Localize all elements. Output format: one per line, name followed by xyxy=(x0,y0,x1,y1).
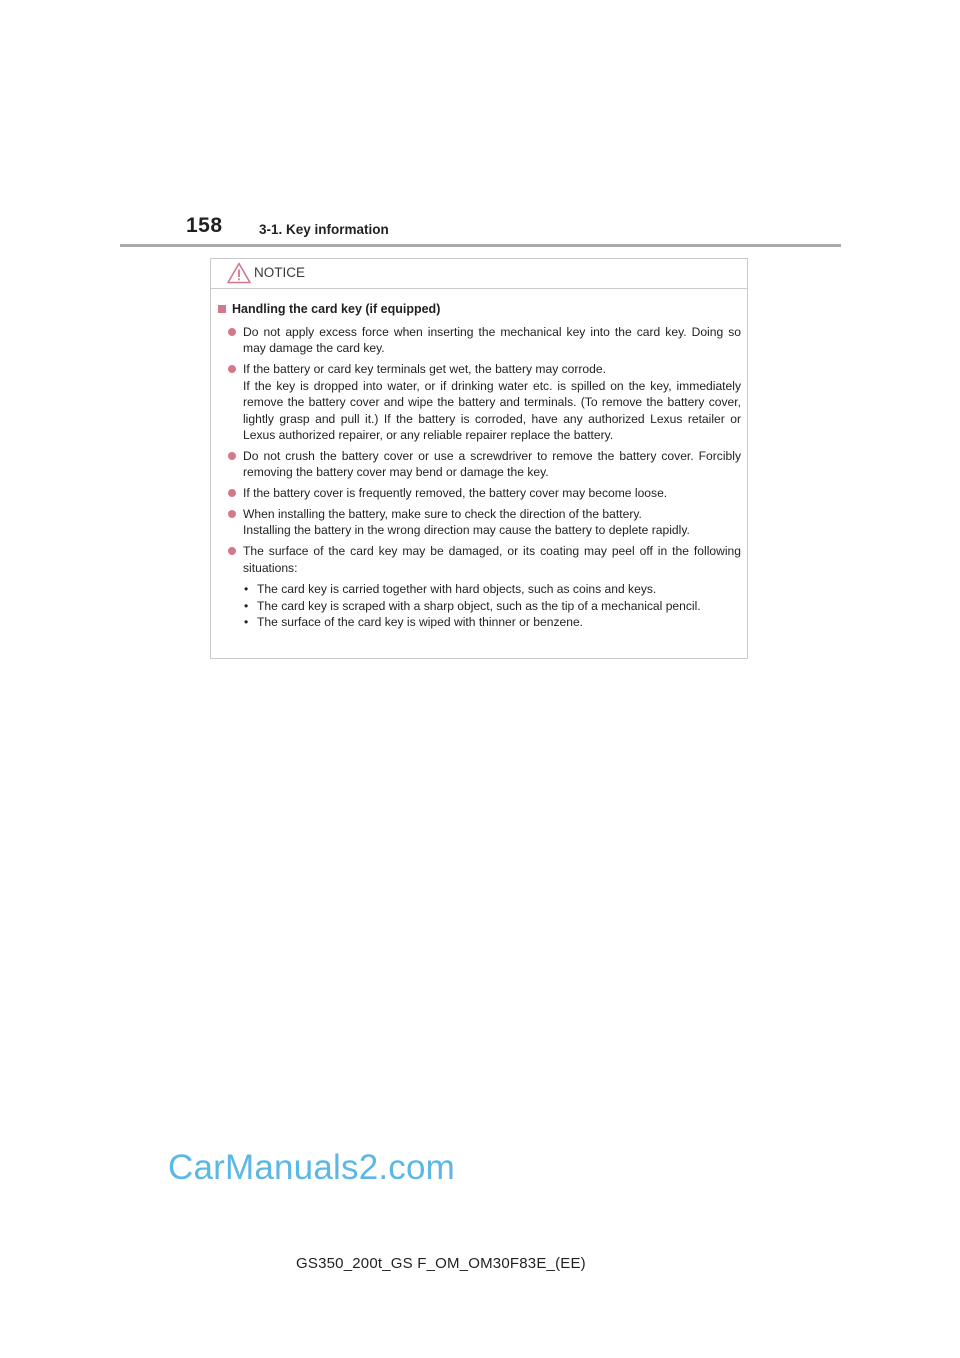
sub-list-item: • The card key is carried together with hard objects, such as coins and keys. xyxy=(243,581,741,597)
notice-item-text: The surface of the card key may be damaged, or its coating may peel off in the following situations: xyxy=(243,544,741,575)
notice-item xyxy=(217,448,741,481)
notice-item xyxy=(217,361,741,443)
watermark-logo: CarManuals2.com xyxy=(168,1148,455,1187)
footer-doc-code: GS350_200t_GS F_OM_OM30F83E_(EE) xyxy=(296,1255,586,1272)
notice-box xyxy=(210,258,748,659)
notice-item-text: If the battery cover is frequently removed, the battery cover may become loose. xyxy=(243,486,668,501)
notice-item xyxy=(217,543,741,630)
notice-subheading xyxy=(217,302,741,316)
sub-list-item: • The surface of the card key is wiped with thinner or benzene. xyxy=(243,614,741,630)
notice-body xyxy=(211,289,747,630)
notice-item-text: When installing the battery, make sure to check the direction of the battery. xyxy=(243,507,642,522)
notice-item xyxy=(217,324,741,357)
bullet-icon xyxy=(228,510,236,518)
warning-triangle-icon xyxy=(227,262,251,284)
notice-item-text: Installing the battery in the wrong direction may cause the battery to deplete rapidly. xyxy=(243,523,690,538)
notice-item xyxy=(217,506,741,539)
page-header xyxy=(0,0,960,250)
notice-item-text: If the key is dropped into water, or if drinking water etc. is spilled on the key, immediately remove the battery cover and wipe the battery and terminals. (To remove the battery cover, lightly grasp and pull it.) If the battery is corroded, have any authorized Lexus retailer or Lexus authorized repairer, or any reliable repairer replace the battery. xyxy=(243,378,741,442)
notice-item xyxy=(217,485,741,501)
page-number: 158 xyxy=(186,214,223,237)
notice-header xyxy=(211,259,747,289)
square-bullet-icon xyxy=(218,305,226,313)
bullet-icon xyxy=(228,365,236,373)
bullet-icon xyxy=(228,328,236,336)
notice-subheading-text: Handling the card key (if equipped) xyxy=(232,302,441,316)
sub-list xyxy=(243,581,741,630)
sub-list-item: • The card key is scraped with a sharp object, such as the tip of a mechanical pencil. xyxy=(243,598,741,614)
notice-item-text: Do not crush the battery cover or use a screwdriver to remove the battery cover. Forcibly removing the battery cover may bend or damage the key. xyxy=(243,448,741,480)
bullet-icon xyxy=(228,489,236,497)
section-title: 3-1. Key information xyxy=(259,222,389,237)
header-divider xyxy=(120,244,841,247)
bullet-icon xyxy=(228,547,236,555)
notice-label: NOTICE xyxy=(254,265,306,280)
notice-item-text: If the battery or card key terminals get wet, the battery may corrode. xyxy=(243,362,606,377)
bullet-icon xyxy=(228,452,236,460)
notice-item-text: Do not apply excess force when inserting the mechanical key into the card key. Doing so may damage the card key. xyxy=(243,325,741,356)
